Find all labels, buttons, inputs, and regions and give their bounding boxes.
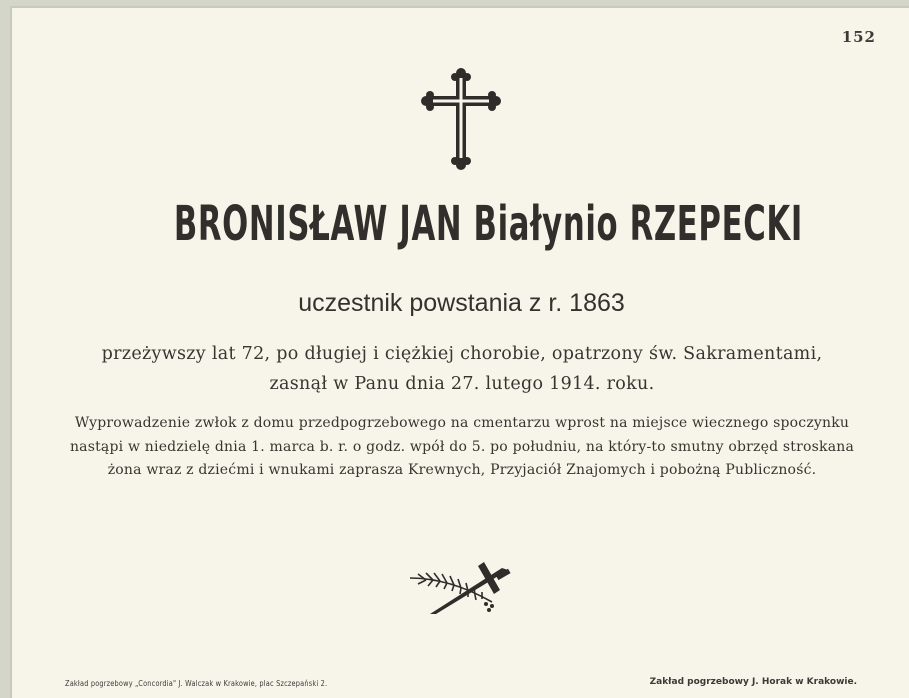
funeral-invitation: Wyprowadzenie zwłok z domu przedpogrzebowego na cmentarzu wprost na miejsce wiecznego spoczynku nastąpi w niedzielę dnia 1. marca b. r. o godz. wpół do 5. po południu, na który-to smutny obrzęd stroskana żona wraz z dziećmi i wnukami zaprasza Krewnych, Przyjaciół Znajomych i pobożną Publiczność. bbox=[69, 415, 855, 478]
page-number: 152 bbox=[841, 28, 876, 46]
footer-left-funeral-home: Zakład pogrzebowy „Concordia" J. Walczak w Krakowie, plac Szczepański 2. bbox=[65, 679, 328, 688]
footer-right-funeral-home: Zakład pogrzebowy J. Horak w Krakowie. bbox=[649, 677, 857, 687]
death-announcement: przeżywszy lat 72, po długiej i ciężkiej chorobie, opatrzony św. Sakramentami, zasnął w Panu dnia 27. lutego 1914. roku. bbox=[101, 344, 823, 394]
cross-with-palm-branch-icon bbox=[400, 556, 524, 616]
obituary-sheet bbox=[10, 6, 909, 698]
subtitle: uczestnik powstania z r. 1863 bbox=[298, 289, 625, 317]
deceased-name: BRONISŁAW JAN Białynio RZEPECKI bbox=[173, 196, 803, 252]
ornate-cross-icon bbox=[419, 66, 503, 174]
